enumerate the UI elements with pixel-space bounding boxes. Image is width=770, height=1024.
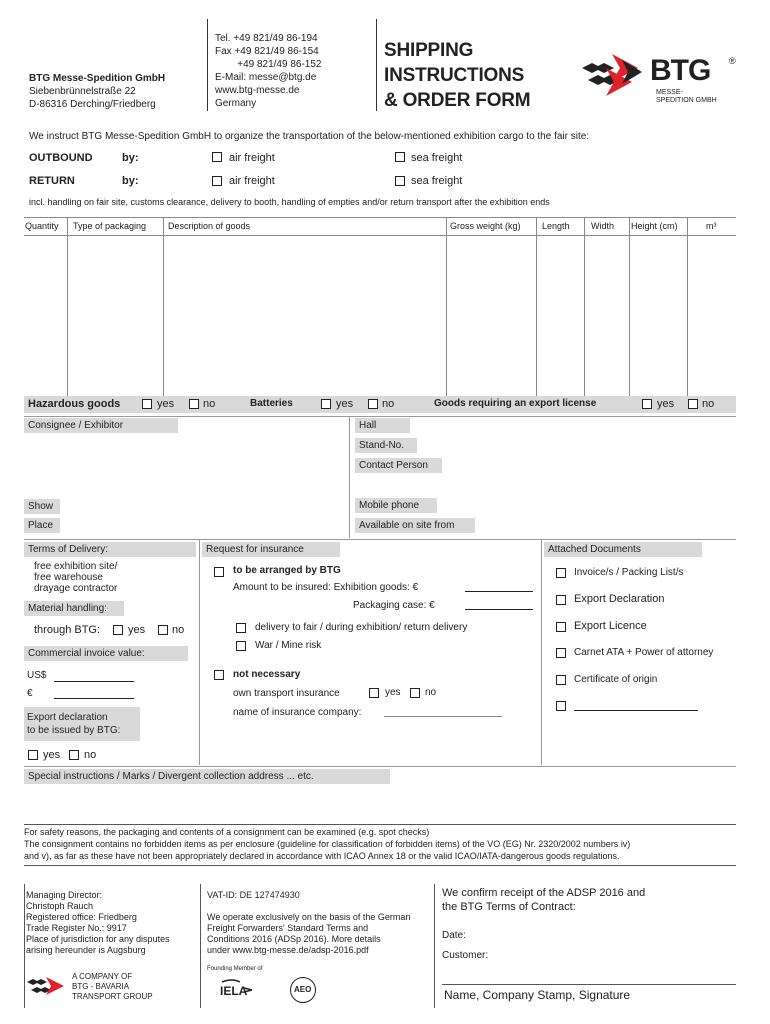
founding-member-label: Founding Member of (207, 966, 263, 972)
company-of-2: BTG - BAVARIA (72, 982, 130, 991)
quantity-cell[interactable] (24, 236, 67, 396)
contact-fax-2: +49 821/49 86-152 (215, 59, 322, 70)
contact-email[interactable]: E-Mail: messe@btg.de (215, 72, 317, 83)
exhibition-goods-input[interactable] (465, 591, 533, 592)
contact-country: Germany (215, 98, 257, 109)
carnet-checkbox[interactable] (556, 648, 566, 658)
export-declaration-label (24, 707, 140, 741)
certificate-label: Certificate of origin (574, 674, 658, 685)
outbound-by: by: (122, 152, 139, 164)
through-btg-yes-label: yes (128, 624, 146, 636)
weight-cell[interactable] (447, 236, 536, 396)
arranged-by-btg-label: to be arranged by BTG (233, 565, 341, 576)
export-license-yes-label: yes (657, 398, 675, 410)
stand-label: Stand-No. (355, 438, 417, 453)
signature-label: Name, Company Stamp, Signature (444, 988, 631, 1002)
terms-line-3: drayage contractor (34, 583, 118, 594)
outbound-label: OUTBOUND (29, 152, 93, 164)
btg-logo (580, 46, 740, 110)
special-instructions-label: Special instructions / Marks / Divergent collection address ... etc. (24, 769, 390, 784)
logo-reg: ® (729, 56, 736, 66)
other-document-input[interactable] (574, 710, 698, 711)
export-decl-yes-label: yes (43, 749, 61, 761)
packaging-case-input[interactable] (465, 609, 533, 610)
outbound-sea-checkbox[interactable] (395, 152, 405, 162)
not-necessary-checkbox[interactable] (214, 670, 224, 680)
adsp-line-4: under www.btg-messe.de/adsp-2016.pdf (207, 945, 369, 955)
through-btg-no-checkbox[interactable] (158, 625, 168, 635)
export-declaration-doc-label: Export Declaration (574, 593, 665, 605)
logo-text: BTG (650, 54, 711, 87)
iela-logo (218, 978, 254, 1002)
header-divider-1 (207, 19, 208, 111)
material-handling-label: Material handling: (24, 601, 124, 616)
export-license-no-checkbox[interactable] (688, 399, 698, 409)
terms-line-1: free exhibition site/ (34, 561, 118, 572)
packaging-case-label: Packaging case: € (353, 600, 435, 611)
mobile-label: Mobile phone (355, 498, 437, 513)
terms-line-2: free warehouse (34, 572, 103, 583)
insurance-company-input[interactable] (384, 716, 502, 717)
hazardous-yes-label: yes (157, 398, 175, 410)
hazard-row (24, 396, 736, 413)
other-document-checkbox[interactable] (556, 701, 566, 711)
company-city: D-86316 Derching/Friedberg (29, 99, 156, 110)
contact-person-label: Contact Person (355, 458, 442, 473)
intro-text: We instruct BTG Messe-Spedition GmbH to organize the transportation of the below-mentioned exhibition cargo to the fair site: (29, 131, 590, 142)
logo-sub2: SPEDITION GMBH (656, 97, 717, 104)
war-risk-label: War / Mine risk (255, 640, 322, 651)
goods-table (24, 217, 736, 396)
packaging-cell[interactable] (68, 236, 163, 396)
footer-left-5: Place of jurisdiction for any disputes (26, 934, 170, 944)
outbound-sea-label: sea freight (411, 152, 463, 164)
special-instructions-field[interactable] (24, 786, 736, 822)
footer-left-2: Christoph Rauch (26, 901, 94, 911)
col-m3: m³ (706, 221, 717, 231)
through-btg-no-label: no (172, 624, 185, 636)
form-title-2: INSTRUCTIONS (384, 65, 525, 86)
confirm-line-2: the BTG Terms of Contract: (442, 901, 576, 913)
form-title-1: SHIPPING (384, 40, 474, 61)
logo-sub1: MESSE- (656, 89, 683, 96)
col-quantity: Quantity (25, 221, 59, 231)
adsp-line-2: Freight Forwarders' Standard Terms and (207, 923, 369, 933)
footer-left-3: Registered office: Friedberg (26, 912, 137, 922)
through-btg-label: through BTG: (34, 624, 101, 636)
available-label: Available on site from (355, 518, 475, 533)
aeo-logo (290, 977, 316, 1003)
war-risk-checkbox[interactable] (236, 641, 246, 651)
footer-left-6: arising hereunder is Augsburg (26, 945, 146, 955)
footer-left-1: Managing Director: (26, 890, 103, 900)
description-cell[interactable] (164, 236, 446, 396)
consignee-label: Consignee / Exhibitor (24, 418, 178, 433)
own-insurance-no-checkbox[interactable] (410, 688, 420, 698)
delivery-label: delivery to fair / during exhibition/ return delivery (255, 622, 468, 633)
hazardous-label: Hazardous goods (28, 398, 121, 410)
own-insurance-no-label: no (425, 687, 437, 698)
export-license-yes-checkbox[interactable] (642, 399, 652, 409)
batteries-yes-checkbox[interactable] (321, 399, 331, 409)
export-license-no-label: no (702, 398, 715, 410)
through-btg-yes-checkbox[interactable] (113, 625, 123, 635)
confirm-line-1: We confirm receipt of the ADSP 2016 and (442, 887, 646, 899)
insurance-company-label: name of insurance company: (233, 707, 362, 718)
hazardous-yes-checkbox[interactable] (142, 399, 152, 409)
attached-documents-label: Attached Documents (544, 542, 702, 557)
date-label: Date: (442, 930, 466, 941)
hazardous-no-label: no (203, 398, 216, 410)
export-decl-no-checkbox[interactable] (69, 750, 79, 760)
hazardous-no-checkbox[interactable] (189, 399, 199, 409)
company-street: Siebenbrünnelstraße 22 (29, 86, 136, 97)
company-of-3: TRANSPORT GROUP (72, 992, 153, 1001)
col-packaging: Type of packaging (73, 221, 147, 231)
hall-label: Hall (355, 418, 410, 433)
invoice-checkbox[interactable] (556, 568, 566, 578)
col-length: Length (542, 221, 570, 231)
contact-fax: Fax +49 821/49 86-154 (215, 46, 319, 57)
signature-line[interactable] (442, 984, 736, 985)
customer-label: Customer: (442, 950, 489, 961)
header-divider-2 (376, 19, 377, 111)
export-licence-checkbox[interactable] (556, 622, 566, 632)
not-necessary-label: not necessary (233, 669, 301, 680)
return-air-checkbox[interactable] (212, 176, 222, 186)
eur-input[interactable] (54, 698, 134, 699)
col-width: Width (591, 221, 615, 231)
export-licence-label: Export Licence (574, 620, 647, 632)
batteries-yes-label: yes (336, 398, 354, 410)
form-title-3: & ORDER FORM (384, 90, 531, 111)
export-declaration-line-1: Export declaration (27, 712, 108, 723)
col-height: Height (cm) (631, 221, 678, 231)
iela-text: IELA (220, 984, 248, 998)
delivery-checkbox[interactable] (236, 623, 246, 633)
terms-label: Terms of Delivery: (24, 542, 196, 557)
col-weight: Gross weight (kg) (450, 221, 521, 231)
insurance-label: Request for insurance (202, 542, 340, 557)
customer-input[interactable] (497, 948, 732, 962)
batteries-no-label: no (382, 398, 395, 410)
export-decl-yes-checkbox[interactable] (28, 750, 38, 760)
safety-line-2: The consignment contains no forbidden items as per enclosure (guideline for classification of forbidden items) of the VO (EG) Nr. 2320/2002 numbers iv) (24, 839, 631, 849)
amount-insured-label: Amount to be insured: Exhibition goods: € (233, 582, 419, 593)
aeo-text: AEO (294, 985, 312, 994)
contact-tel: Tel. +49 821/49 86-194 (215, 33, 318, 44)
export-declaration-line-2: to be issued by BTG: (27, 725, 121, 736)
carnet-label: Carnet ATA + Power of attorney (574, 647, 714, 658)
return-sea-label: sea freight (411, 175, 463, 187)
return-sea-checkbox[interactable] (395, 176, 405, 186)
company-name: BTG Messe-Spedition GmbH (29, 73, 166, 84)
safety-line-3: and v), as far as these have not been appropriately declared in accordance with ICAO Annex 18 or the valid ICAO/IATA-dangerous goods regulations. (24, 851, 620, 861)
batteries-no-checkbox[interactable] (368, 399, 378, 409)
vat-id: VAT-ID: DE 127474930 (207, 890, 300, 900)
export-decl-no-label: no (84, 749, 97, 761)
eur-label: € (27, 688, 33, 699)
outbound-air-checkbox[interactable] (212, 152, 222, 162)
export-license-label: Goods requiring an export license (434, 398, 597, 409)
commercial-invoice-label: Commercial invoice value: (24, 646, 188, 661)
return-air-label: air freight (229, 175, 275, 187)
return-label: RETURN (29, 175, 75, 187)
export-declaration-doc-checkbox[interactable] (556, 595, 566, 605)
invoice-label: Invoice/s / Packing List/s (574, 567, 684, 578)
col-description: Description of goods (168, 221, 251, 231)
own-insurance-label: own transport insurance (233, 688, 340, 699)
outbound-air-label: air freight (229, 152, 275, 164)
own-insurance-yes-label: yes (385, 687, 401, 698)
btg-group-logo-icon (26, 974, 68, 1000)
return-by: by: (122, 175, 139, 187)
adsp-line-1: We operate exclusively on the basis of the German (207, 912, 411, 922)
certificate-checkbox[interactable] (556, 675, 566, 685)
arranged-by-btg-checkbox[interactable] (214, 567, 224, 577)
adsp-line-3: Conditions 2016 (ADSp 2016). More details (207, 934, 381, 944)
own-insurance-yes-checkbox[interactable] (369, 688, 379, 698)
place-label: Place (24, 518, 60, 533)
usd-input[interactable] (54, 681, 134, 682)
batteries-label: Batteries (250, 398, 293, 409)
footer-left-4: Trade Register No.: 9917 (26, 923, 127, 933)
company-of-1: A COMPANY OF (72, 972, 133, 981)
safety-line-1: For safety reasons, the packaging and contents of a consignment can be examined (e.g. spot checks) (24, 827, 430, 837)
date-input[interactable] (472, 928, 732, 942)
usd-label: US$ (27, 670, 47, 681)
contact-web[interactable]: www.btg-messe.de (215, 85, 300, 96)
incl-note: incl. handling on fair site, customs clearance, delivery to booth, handling of empties and/or return transport after the exhibition ends (29, 197, 550, 207)
show-label: Show (24, 499, 60, 514)
